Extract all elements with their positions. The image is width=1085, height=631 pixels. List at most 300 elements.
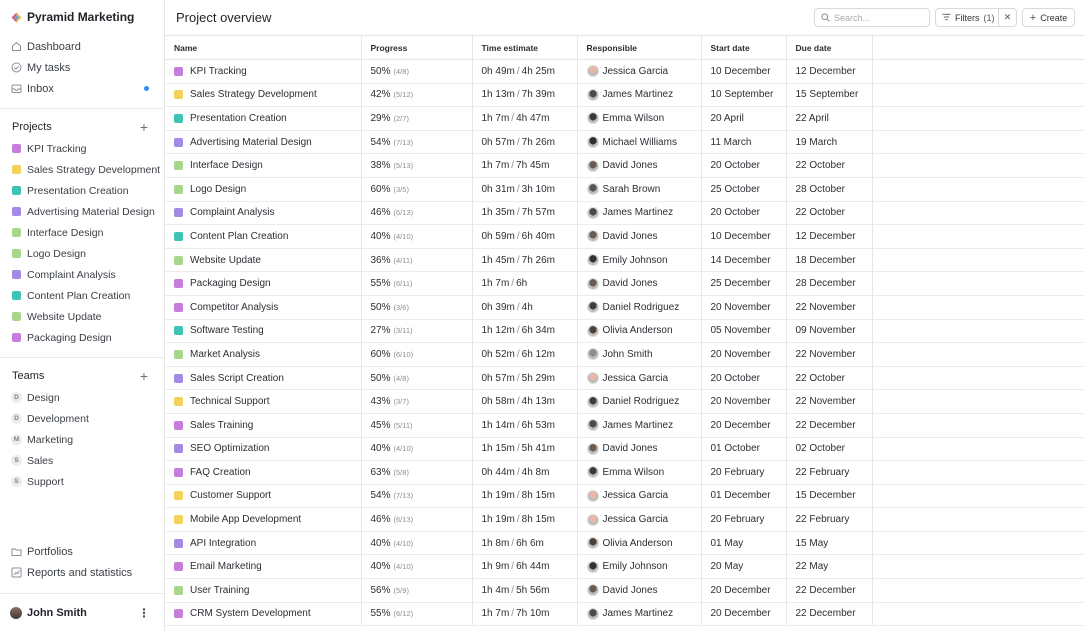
nav-item-my-tasks[interactable] [0,57,164,78]
project-color-swatch [174,90,183,99]
table-row[interactable] [165,437,872,461]
cell-responsible [577,60,701,84]
time-spent: 0h 58m [481,396,515,408]
project-name: Customer Support [190,490,272,502]
cell-due-date: 22 February [786,508,872,532]
progress-percent: 46% [370,207,391,219]
add-team-plus-icon[interactable]: + [139,368,148,384]
sidebar-project-item[interactable] [0,327,164,348]
time-estimate: 6h 40m [521,230,555,242]
avatar [587,112,599,124]
progress-fraction: (3/11) [393,326,413,336]
column-header[interactable]: Start date [701,36,786,60]
name-wrap [174,231,361,242]
cell-responsible [577,390,701,414]
table-row[interactable] [165,154,872,178]
progress-fraction: (6/12) [393,609,414,619]
row-filler [872,225,1085,249]
project-name: Packaging Design [190,278,271,290]
avatar [10,607,22,619]
time-spent: 1h 9m [481,561,510,573]
progress-fraction: (5/9) [393,585,409,595]
create-button[interactable] [1022,8,1075,27]
responsible-wrap [587,537,701,549]
responsible-name: Jessica Garcia [602,65,669,77]
name-wrap [174,349,361,360]
avatar [587,89,599,101]
column-header[interactable]: Time estimate [472,36,577,60]
time-spent: 0h 52m [481,348,515,360]
progress-percent: 54% [370,136,391,148]
time-estimate: 8h 15m [521,514,555,526]
sidebar-project-item[interactable] [0,159,164,180]
cell-due-date: 22 November [786,343,872,367]
responsible-name: John Smith [602,348,653,360]
table-row[interactable] [165,602,872,626]
table-row[interactable] [165,366,872,390]
progress-fraction: (3/5) [393,184,409,194]
cell-name [165,437,361,461]
cell-responsible [577,437,701,461]
cell-progress [361,83,472,107]
cell-due-date: 22 December [786,602,872,626]
projects-list [0,138,164,348]
time-estimate: 5h 41m [521,443,555,455]
project-name: Sales Strategy Development [190,89,317,101]
table-row[interactable] [165,413,872,437]
search-icon [821,11,830,25]
cell-time-estimate [472,484,577,508]
time-spent: 0h 57m [481,136,515,148]
cell-name [165,366,361,390]
team-initial-badge: D [11,392,22,403]
sidebar-link-reports[interactable] [0,562,164,583]
row-filler [872,272,1085,296]
project-label: Advertising Material Design [27,205,155,218]
sidebar-project-item[interactable] [0,201,164,222]
responsible-name: Jessica Garcia [602,490,669,502]
responsible-wrap [587,514,701,526]
responsible-name: Olivia Anderson [602,325,673,337]
name-wrap [174,538,361,549]
cell-due-date: 19 March [786,130,872,154]
project-color-swatch [174,491,183,500]
table-row[interactable] [165,390,872,414]
cell-progress [361,295,472,319]
cell-name [165,579,361,603]
name-wrap [174,278,361,289]
sidebar-project-item[interactable] [0,306,164,327]
cell-due-date: 15 September [786,83,872,107]
table-row[interactable] [165,579,872,603]
sidebar-team-item[interactable] [0,387,164,408]
progress-percent: 55% [370,608,391,620]
name-wrap [174,255,361,266]
sidebar-project-item[interactable] [0,264,164,285]
row-filler [872,508,1085,532]
cell-name [165,225,361,249]
sidebar-project-item[interactable] [0,285,164,306]
responsible-name: James Martinez [602,207,674,219]
sidebar-team-item[interactable] [0,429,164,450]
time-separator: / [516,325,520,337]
responsible-name: James Martinez [602,89,674,101]
cell-progress [361,130,472,154]
responsible-wrap [587,396,701,408]
table-row[interactable] [165,461,872,485]
responsible-name: Emma Wilson [602,466,665,478]
table-row[interactable] [165,225,872,249]
cell-responsible [577,413,701,437]
name-wrap [174,325,361,336]
cell-due-date: 22 October [786,366,872,390]
time-spent: 1h 45m [481,254,515,266]
search-box[interactable] [814,8,930,27]
row-filler [872,60,1085,84]
check-circle-icon [11,62,22,73]
nav-item-label: My tasks [27,61,71,74]
row-filler [872,414,1085,438]
cell-progress [361,413,472,437]
home-icon [11,41,22,52]
table-row[interactable] [165,319,872,343]
cell-due-date: 22 October [786,154,872,178]
responsible-name: Olivia Anderson [602,537,673,549]
time-estimate: 4h 25m [521,65,555,77]
projects-header-label: Projects [12,121,52,133]
cell-time-estimate [472,413,577,437]
avatar [587,278,599,290]
row-filler [872,485,1085,509]
cell-start-date: 10 December [701,225,786,249]
cell-time-estimate [472,531,577,555]
table-row[interactable] [165,130,872,154]
avatar [587,254,599,266]
avatar [587,65,599,77]
cell-start-date: 20 October [701,154,786,178]
inbox-icon [11,83,22,94]
time-separator: / [516,183,520,195]
cell-time-estimate [472,201,577,225]
progress-fraction: (4/10) [393,562,414,572]
table-header-filler [872,35,1085,60]
cell-time-estimate [472,390,577,414]
time-separator: / [516,396,520,408]
team-label: Sales [27,454,54,467]
cell-name [165,413,361,437]
progress-fraction: (5/11) [393,420,413,430]
name-wrap [174,207,361,218]
sidebar-link-portfolios[interactable] [0,541,164,562]
row-filler [872,296,1085,320]
sidebar-team-item[interactable] [0,408,164,429]
topbar [165,0,1085,35]
filters-count: (1) [983,12,995,23]
project-name: Technical Support [190,396,270,408]
table-row[interactable] [165,60,872,84]
progress-fraction: (3/6) [393,302,409,312]
progress-fraction: (5/13) [393,161,414,171]
progress-percent: 46% [370,514,391,526]
project-color-swatch [12,207,21,216]
cell-start-date: 25 October [701,177,786,201]
table-row[interactable] [165,343,872,367]
progress-fraction: (6/10) [393,349,414,359]
table-row[interactable] [165,508,872,532]
cell-due-date: 12 December [786,225,872,249]
name-wrap [174,490,361,501]
progress-percent: 40% [370,230,391,242]
main-nav [0,36,164,99]
time-estimate: 7h 39m [521,89,555,101]
table-row[interactable] [165,201,872,225]
nav-item-inbox[interactable] [0,78,164,99]
project-color-swatch [174,232,183,241]
cell-progress [361,461,472,485]
time-estimate: 5h 29m [521,372,555,384]
cell-progress [361,531,472,555]
teams-header-label: Teams [12,370,45,382]
main-content [165,0,1085,631]
name-wrap [174,467,361,478]
cell-progress [361,248,472,272]
time-separator: / [516,419,520,431]
add-project-plus-icon[interactable]: + [139,119,148,135]
more-vertical-icon[interactable]: ⋮ [138,606,150,620]
project-name: Sales Script Creation [190,372,284,384]
project-color-swatch [174,326,183,335]
cell-progress [361,177,472,201]
row-filler [872,555,1085,579]
time-separator: / [516,207,520,219]
responsible-wrap [587,490,701,502]
filters-label: Filters [955,12,980,23]
bottom-links [0,541,164,583]
project-label: Presentation Creation [27,184,129,197]
table-row[interactable] [165,531,872,555]
cell-progress [361,154,472,178]
column-header[interactable]: Progress [361,36,472,60]
project-label: Content Plan Creation [27,289,131,302]
responsible-wrap [587,372,701,384]
cell-start-date: 25 December [701,272,786,296]
time-estimate: 7h 10m [516,608,550,620]
cell-responsible [577,579,701,603]
time-estimate: 6h 34m [521,325,555,337]
project-color-swatch [174,208,183,217]
row-filler [872,320,1085,344]
avatar [587,608,599,620]
row-filler [872,367,1085,391]
cell-progress [361,201,472,225]
time-spent: 1h 8m [481,537,510,549]
time-separator: / [516,254,520,266]
cell-due-date: 22 October [786,201,872,225]
avatar [587,348,599,360]
table-row[interactable] [165,107,872,131]
page-title: Project overview [176,10,272,25]
cell-name [165,390,361,414]
progress-fraction: (7/13) [393,491,414,501]
project-color-swatch [12,249,21,258]
cell-name [165,508,361,532]
unread-dot [144,86,149,91]
sidebar [0,0,165,631]
responsible-wrap [587,160,701,172]
row-filler [872,202,1085,226]
avatar [587,514,599,526]
time-estimate: 7h 26m [521,136,555,148]
sidebar-project-item[interactable] [0,138,164,159]
time-spent: 1h 14m [481,419,515,431]
time-separator: / [516,89,520,101]
project-color-swatch [174,114,183,123]
table-row[interactable] [165,248,872,272]
column-header[interactable]: Name [165,36,361,60]
team-initial-badge: M [11,434,22,445]
cell-name [165,555,361,579]
sidebar-project-item[interactable] [0,243,164,264]
responsible-name: David Jones [602,230,658,242]
table-row[interactable] [165,484,872,508]
avatar [587,443,599,455]
cell-name [165,531,361,555]
cell-responsible [577,107,701,131]
responsible-wrap [587,112,701,124]
cell-responsible [577,555,701,579]
table-row[interactable] [165,555,872,579]
filters-button[interactable] [936,9,998,26]
row-filler [872,249,1085,273]
cell-time-estimate [472,366,577,390]
project-color-swatch [174,161,183,170]
progress-percent: 60% [370,348,391,360]
chart-icon [11,567,22,578]
project-name: Content Plan Creation [190,230,289,242]
responsible-wrap [587,65,701,77]
row-filler [872,178,1085,202]
project-color-swatch [174,539,183,548]
table-row-filler [872,60,1085,626]
cell-responsible [577,225,701,249]
responsible-wrap [587,348,701,360]
cell-name [165,248,361,272]
responsible-wrap [587,183,701,195]
cell-responsible [577,531,701,555]
sidebar-link-label: Portfolios [27,545,73,558]
brand[interactable] [0,0,164,34]
name-wrap [174,66,361,77]
sidebar-team-item[interactable] [0,450,164,471]
user-bar[interactable] [0,593,164,631]
cell-start-date: 20 November [701,343,786,367]
time-separator: / [511,278,515,290]
cell-due-date: 28 December [786,272,872,296]
project-color-swatch [12,291,21,300]
column-header[interactable]: Due date [786,36,872,60]
progress-percent: 56% [370,584,391,596]
cell-time-estimate [472,248,577,272]
clear-filters-close-icon[interactable]: ✕ [998,9,1016,26]
team-initial-badge: S [11,455,22,466]
name-wrap [174,396,361,407]
name-wrap [174,420,361,431]
progress-percent: 40% [370,443,391,455]
table-row[interactable] [165,272,872,296]
cell-name [165,107,361,131]
time-spent: 1h 15m [481,443,515,455]
sidebar-project-item[interactable] [0,180,164,201]
time-estimate: 6h 44m [516,561,550,573]
projects-header [0,116,164,138]
time-spent: 0h 49m [481,65,515,77]
cell-responsible [577,248,701,272]
user-name: John Smith [27,606,87,619]
responsible-wrap [587,207,701,219]
project-name: Website Update [190,254,261,266]
cell-due-date: 15 May [786,531,872,555]
table-row[interactable] [165,83,872,107]
table-row[interactable] [165,295,872,319]
project-color-swatch [174,609,183,618]
cell-start-date: 01 May [701,531,786,555]
cell-responsible [577,177,701,201]
project-color-swatch [174,444,183,453]
cell-responsible [577,319,701,343]
name-wrap [174,137,361,148]
nav-item-dashboard[interactable] [0,36,164,57]
responsible-name: James Martinez [602,419,674,431]
project-name: Complaint Analysis [190,207,275,219]
project-color-swatch [174,397,183,406]
team-label: Marketing [27,433,74,446]
project-name: API Integration [190,537,257,549]
cell-due-date: 09 November [786,319,872,343]
project-color-swatch [12,312,21,321]
time-separator: / [516,490,520,502]
cell-time-estimate [472,225,577,249]
progress-fraction: (4/8) [393,373,409,383]
avatar [587,230,599,242]
cell-progress [361,60,472,84]
time-separator: / [511,561,515,573]
project-label: Packaging Design [27,331,112,344]
responsible-name: David Jones [602,278,658,290]
avatar [587,396,599,408]
cell-start-date: 20 October [701,201,786,225]
search-input[interactable] [834,13,924,23]
time-separator: / [516,443,520,455]
cell-start-date: 20 April [701,107,786,131]
project-name: CRM System Development [190,608,311,620]
project-color-swatch [12,144,21,153]
progress-percent: 43% [370,396,391,408]
sidebar-team-item[interactable] [0,471,164,492]
responsible-name: Emily Johnson [602,254,668,266]
responsible-name: David Jones [602,160,658,172]
cell-time-estimate [472,177,577,201]
table-row[interactable] [165,177,872,201]
time-spent: 0h 39m [481,301,515,313]
cell-time-estimate [472,461,577,485]
team-label: Development [27,412,89,425]
time-spent: 1h 19m [481,490,515,502]
cell-time-estimate [472,295,577,319]
sidebar-project-item[interactable] [0,222,164,243]
avatar [587,301,599,313]
column-header[interactable]: Responsible [577,36,701,60]
responsible-name: David Jones [602,443,658,455]
